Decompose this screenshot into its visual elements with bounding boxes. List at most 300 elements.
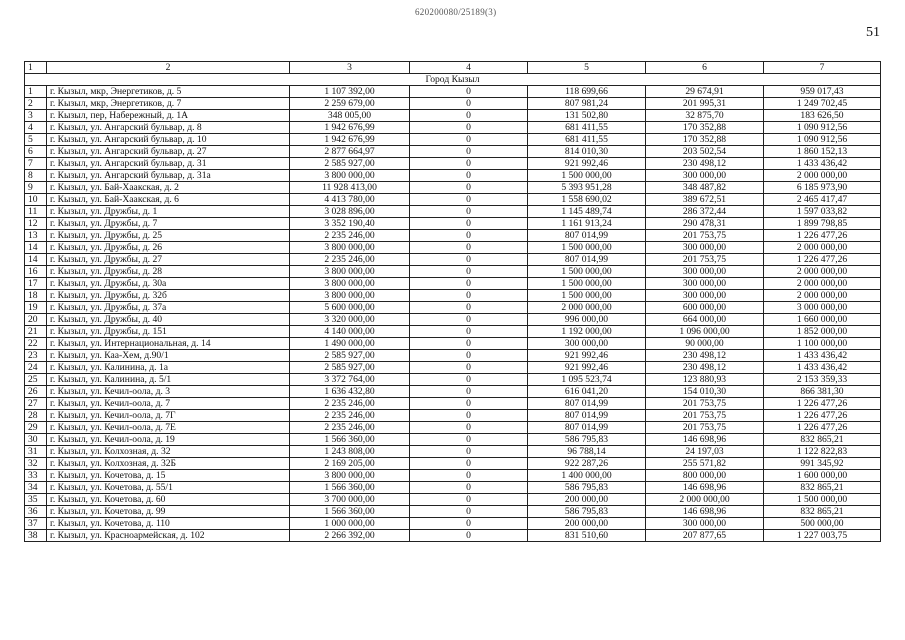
row-number: 14 <box>25 254 47 266</box>
row-number: 20 <box>25 314 47 326</box>
table-row <box>25 350 881 362</box>
column-number-row <box>25 62 881 74</box>
total-cost: 2 259 679,00 <box>290 98 410 110</box>
table-row <box>25 446 881 458</box>
address: г. Кызыл, ул. Колхозная, д. 32 <box>47 446 290 458</box>
address: г. Кызыл, ул. Дружбы, д. 27 <box>47 254 290 266</box>
address: г. Кызыл, ул. Кочетова, д. 55/1 <box>47 482 290 494</box>
column-4-value: 0 <box>410 218 528 230</box>
address: г. Кызыл, ул. Дружбы, д. 28 <box>47 266 290 278</box>
address: г. Кызыл, ул. Дружбы, д. 32б <box>47 290 290 302</box>
total-cost: 2 585 927,00 <box>290 350 410 362</box>
column-7-value: 1 249 702,45 <box>764 98 881 110</box>
table-row <box>25 182 881 194</box>
column-4-value: 0 <box>410 242 528 254</box>
total-cost: 3 372 764,00 <box>290 374 410 386</box>
table-row <box>25 494 881 506</box>
column-4-value: 0 <box>410 374 528 386</box>
total-cost: 2 235 246,00 <box>290 230 410 242</box>
address: г. Кызыл, ул. Дружбы, д. 26 <box>47 242 290 254</box>
column-4-value: 0 <box>410 530 528 542</box>
address: г. Кызыл, ул. Ангарский бульвар, д. 8 <box>47 122 290 134</box>
row-number: 1 <box>25 86 47 98</box>
column-5-value: 1 500 000,00 <box>528 266 646 278</box>
total-cost: 1 490 000,00 <box>290 338 410 350</box>
column-7-value: 1 600 000,00 <box>764 470 881 482</box>
column-5-value: 1 095 523,74 <box>528 374 646 386</box>
column-4-value: 0 <box>410 230 528 242</box>
page-number: 51 <box>866 25 880 40</box>
column-5-value: 807 014,99 <box>528 410 646 422</box>
table-row <box>25 206 881 218</box>
total-cost: 11 928 413,00 <box>290 182 410 194</box>
column-7-value: 3 000 000,00 <box>764 302 881 314</box>
total-cost: 1 000 000,00 <box>290 518 410 530</box>
column-5-value: 814 010,30 <box>528 146 646 158</box>
row-number: 7 <box>25 158 47 170</box>
column-5-value: 200 000,00 <box>528 518 646 530</box>
address: г. Кызыл, ул. Ангарский бульвар, д. 31 <box>47 158 290 170</box>
column-6-value: 600 000,00 <box>646 302 764 314</box>
table-row <box>25 170 881 182</box>
total-cost: 2 585 927,00 <box>290 158 410 170</box>
column-7-value: 1 433 436,42 <box>764 362 881 374</box>
column-6-value: 201 753,75 <box>646 410 764 422</box>
column-5-value: 5 393 951,28 <box>528 182 646 194</box>
address: г. Кызыл, ул. Бай-Хаакская, д. 2 <box>47 182 290 194</box>
row-number: 10 <box>25 194 47 206</box>
table-row <box>25 374 881 386</box>
address: г. Кызыл, ул. Кочетова, д. 110 <box>47 518 290 530</box>
total-cost: 1 566 360,00 <box>290 506 410 518</box>
column-6-value: 146 698,96 <box>646 506 764 518</box>
column-7-value: 1 860 152,13 <box>764 146 881 158</box>
column-5-value: 1 161 913,24 <box>528 218 646 230</box>
column-5-value: 807 014,99 <box>528 230 646 242</box>
column-4-value: 0 <box>410 254 528 266</box>
column-5-value: 831 510,60 <box>528 530 646 542</box>
column-6-value: 290 478,31 <box>646 218 764 230</box>
column-4-value: 0 <box>410 278 528 290</box>
column-7-value: 1 090 912,56 <box>764 122 881 134</box>
table-row <box>25 158 881 170</box>
total-cost: 2 235 246,00 <box>290 398 410 410</box>
column-5-value: 807 014,99 <box>528 422 646 434</box>
column-4-value: 0 <box>410 398 528 410</box>
total-cost: 2 235 246,00 <box>290 422 410 434</box>
total-cost: 2 169 205,00 <box>290 458 410 470</box>
column-6-value: 300 000,00 <box>646 242 764 254</box>
row-number: 14 <box>25 242 47 254</box>
total-cost: 1 566 360,00 <box>290 482 410 494</box>
column-6-value: 348 487,82 <box>646 182 764 194</box>
column-6-value: 800 000,00 <box>646 470 764 482</box>
table-row <box>25 434 881 446</box>
column-6-value: 300 000,00 <box>646 266 764 278</box>
row-number: 9 <box>25 182 47 194</box>
column-7-value: 2 153 359,33 <box>764 374 881 386</box>
address: г. Кызыл, ул. Каа-Хем, д.90/1 <box>47 350 290 362</box>
address: г. Кызыл, ул. Дружбы, д. 7 <box>47 218 290 230</box>
column-7-value: 500 000,00 <box>764 518 881 530</box>
row-number: 34 <box>25 482 47 494</box>
row-number: 36 <box>25 506 47 518</box>
address: г. Кызыл, ул. Кечил-оола, д. 7Г <box>47 410 290 422</box>
address: г. Кызыл, пер, Набережный, д. 1А <box>47 110 290 122</box>
column-7-value: 1 433 436,42 <box>764 158 881 170</box>
table-row <box>25 242 881 254</box>
column-4-value: 0 <box>410 98 528 110</box>
column-4-value: 0 <box>410 206 528 218</box>
address: г. Кызыл, ул. Кочетова, д. 99 <box>47 506 290 518</box>
total-cost: 1 942 676,99 <box>290 134 410 146</box>
row-number: 28 <box>25 410 47 422</box>
column-6-value: 201 753,75 <box>646 398 764 410</box>
total-cost: 2 585 927,00 <box>290 362 410 374</box>
column-5-value: 1 558 690,02 <box>528 194 646 206</box>
address: г. Кызыл, ул. Дружбы, д. 1 <box>47 206 290 218</box>
column-4-value: 0 <box>410 446 528 458</box>
total-cost: 2 266 392,00 <box>290 530 410 542</box>
table-row <box>25 410 881 422</box>
row-number: 3 <box>25 110 47 122</box>
table-row <box>25 470 881 482</box>
address: г. Кызыл, ул. Ангарский бульвар, д. 10 <box>47 134 290 146</box>
row-number: 32 <box>25 458 47 470</box>
row-number: 33 <box>25 470 47 482</box>
address: г. Кызыл, ул. Колхозная, д. 32Б <box>47 458 290 470</box>
table-row <box>25 230 881 242</box>
column-4-value: 0 <box>410 470 528 482</box>
column-6-value: 300 000,00 <box>646 278 764 290</box>
column-5-value: 1 145 489,74 <box>528 206 646 218</box>
column-6-value: 300 000,00 <box>646 290 764 302</box>
table-row <box>25 458 881 470</box>
column-7-value: 991 345,92 <box>764 458 881 470</box>
row-number: 11 <box>25 206 47 218</box>
address: г. Кызыл, ул. Дружбы, д. 151 <box>47 326 290 338</box>
column-4-value: 0 <box>410 434 528 446</box>
total-cost: 3 800 000,00 <box>290 290 410 302</box>
column-number: 7 <box>764 62 881 74</box>
column-6-value: 1 096 000,00 <box>646 326 764 338</box>
column-7-value: 1 433 436,42 <box>764 350 881 362</box>
column-number: 4 <box>410 62 528 74</box>
total-cost: 1 942 676,99 <box>290 122 410 134</box>
row-number: 26 <box>25 386 47 398</box>
column-5-value: 1 400 000,00 <box>528 470 646 482</box>
column-7-value: 1 852 000,00 <box>764 326 881 338</box>
address: г. Кызыл, ул. Дружбы, д. 30а <box>47 278 290 290</box>
column-7-value: 959 017,43 <box>764 86 881 98</box>
total-cost: 3 800 000,00 <box>290 242 410 254</box>
row-number: 5 <box>25 134 47 146</box>
row-number: 17 <box>25 278 47 290</box>
row-number: 37 <box>25 518 47 530</box>
column-7-value: 183 626,50 <box>764 110 881 122</box>
address: г. Кызыл, ул. Дружбы, д. 25 <box>47 230 290 242</box>
column-6-value: 201 753,75 <box>646 422 764 434</box>
column-5-value: 1 500 000,00 <box>528 290 646 302</box>
column-7-value: 6 185 973,90 <box>764 182 881 194</box>
total-cost: 3 800 000,00 <box>290 278 410 290</box>
column-4-value: 0 <box>410 350 528 362</box>
column-5-value: 1 500 000,00 <box>528 278 646 290</box>
column-5-value: 996 000,00 <box>528 314 646 326</box>
column-5-value: 586 795,83 <box>528 482 646 494</box>
column-6-value: 170 352,88 <box>646 122 764 134</box>
table-row <box>25 398 881 410</box>
column-7-value: 2 465 417,47 <box>764 194 881 206</box>
column-7-value: 832 865,21 <box>764 434 881 446</box>
row-number: 12 <box>25 218 47 230</box>
row-number: 30 <box>25 434 47 446</box>
row-number: 4 <box>25 122 47 134</box>
column-6-value: 230 498,12 <box>646 158 764 170</box>
column-4-value: 0 <box>410 338 528 350</box>
column-7-value: 832 865,21 <box>764 482 881 494</box>
row-number: 25 <box>25 374 47 386</box>
address: г. Кызыл, ул. Красноармейская, д. 102 <box>47 530 290 542</box>
column-7-value: 866 381,30 <box>764 386 881 398</box>
column-6-value: 201 753,75 <box>646 230 764 242</box>
row-number: 22 <box>25 338 47 350</box>
total-cost: 3 800 000,00 <box>290 266 410 278</box>
table-row <box>25 122 881 134</box>
column-4-value: 0 <box>410 146 528 158</box>
column-7-value: 1 226 477,26 <box>764 422 881 434</box>
column-6-value: 24 197,03 <box>646 446 764 458</box>
total-cost: 2 235 246,00 <box>290 254 410 266</box>
address: г. Кызыл, ул. Кечил-оола, д. 7Е <box>47 422 290 434</box>
column-4-value: 0 <box>410 170 528 182</box>
row-number: 27 <box>25 398 47 410</box>
table-row <box>25 110 881 122</box>
column-4-value: 0 <box>410 494 528 506</box>
column-5-value: 921 992,46 <box>528 362 646 374</box>
column-5-value: 1 500 000,00 <box>528 170 646 182</box>
row-number: 23 <box>25 350 47 362</box>
column-5-value: 807 014,99 <box>528 254 646 266</box>
address: г. Кызыл, ул. Кечил-оола, д. 19 <box>47 434 290 446</box>
column-6-value: 201 753,75 <box>646 254 764 266</box>
column-4-value: 0 <box>410 518 528 530</box>
table-row <box>25 146 881 158</box>
total-cost: 4 413 780,00 <box>290 194 410 206</box>
table-row <box>25 254 881 266</box>
address: г. Кызыл, ул. Ангарский бульвар, д. 27 <box>47 146 290 158</box>
row-number: 29 <box>25 422 47 434</box>
row-number: 2 <box>25 98 47 110</box>
column-number: 1 <box>25 62 47 74</box>
column-6-value: 230 498,12 <box>646 362 764 374</box>
column-4-value: 0 <box>410 314 528 326</box>
table-row <box>25 506 881 518</box>
column-4-value: 0 <box>410 86 528 98</box>
column-4-value: 0 <box>410 386 528 398</box>
column-7-value: 1 597 033,82 <box>764 206 881 218</box>
column-number: 5 <box>528 62 646 74</box>
column-4-value: 0 <box>410 506 528 518</box>
total-cost: 1 566 360,00 <box>290 434 410 446</box>
address: г. Кызыл, ул. Дружбы, д. 40 <box>47 314 290 326</box>
table-row <box>25 422 881 434</box>
column-6-value: 123 880,93 <box>646 374 764 386</box>
table-row <box>25 218 881 230</box>
row-number: 16 <box>25 266 47 278</box>
column-6-value: 146 698,96 <box>646 482 764 494</box>
row-number: 31 <box>25 446 47 458</box>
column-6-value: 389 672,51 <box>646 194 764 206</box>
address: г. Кызыл, мкр, Энергетиков, д. 5 <box>47 86 290 98</box>
row-number: 8 <box>25 170 47 182</box>
total-cost: 348 005,00 <box>290 110 410 122</box>
table-row <box>25 134 881 146</box>
column-4-value: 0 <box>410 194 528 206</box>
table-row <box>25 278 881 290</box>
column-5-value: 616 041,20 <box>528 386 646 398</box>
column-5-value: 1 500 000,00 <box>528 242 646 254</box>
column-6-value: 154 010,30 <box>646 386 764 398</box>
column-4-value: 0 <box>410 122 528 134</box>
column-4-value: 0 <box>410 458 528 470</box>
column-7-value: 2 000 000,00 <box>764 242 881 254</box>
column-6-value: 201 995,31 <box>646 98 764 110</box>
column-4-value: 0 <box>410 302 528 314</box>
column-4-value: 0 <box>410 110 528 122</box>
table-row <box>25 482 881 494</box>
table-row <box>25 302 881 314</box>
total-cost: 1 243 808,00 <box>290 446 410 458</box>
column-7-value: 1 122 822,83 <box>764 446 881 458</box>
table-row <box>25 338 881 350</box>
column-4-value: 0 <box>410 182 528 194</box>
column-4-value: 0 <box>410 410 528 422</box>
total-cost: 1 636 432,80 <box>290 386 410 398</box>
column-7-value: 2 000 000,00 <box>764 170 881 182</box>
table-row <box>25 266 881 278</box>
address: г. Кызыл, ул. Калинина, д. 1а <box>47 362 290 374</box>
column-5-value: 681 411,55 <box>528 122 646 134</box>
column-6-value: 170 352,88 <box>646 134 764 146</box>
table-row <box>25 194 881 206</box>
total-cost: 3 028 896,00 <box>290 206 410 218</box>
column-5-value: 96 788,14 <box>528 446 646 458</box>
table-row <box>25 518 881 530</box>
column-4-value: 0 <box>410 422 528 434</box>
column-5-value: 922 287,26 <box>528 458 646 470</box>
address: г. Кызыл, ул. Ангарский бульвар, д. 31а <box>47 170 290 182</box>
table-row <box>25 530 881 542</box>
column-4-value: 0 <box>410 158 528 170</box>
column-5-value: 921 992,46 <box>528 158 646 170</box>
address: г. Кызыл, ул. Интернациональная, д. 14 <box>47 338 290 350</box>
column-6-value: 32 875,70 <box>646 110 764 122</box>
row-number: 6 <box>25 146 47 158</box>
column-6-value: 203 502,54 <box>646 146 764 158</box>
column-6-value: 255 571,82 <box>646 458 764 470</box>
city-heading: Город Кызыл <box>25 74 881 86</box>
column-5-value: 300 000,00 <box>528 338 646 350</box>
column-4-value: 0 <box>410 326 528 338</box>
document-code: 620200080/25189(3) <box>415 7 497 17</box>
table-row <box>25 386 881 398</box>
column-number: 2 <box>47 62 290 74</box>
column-6-value: 664 000,00 <box>646 314 764 326</box>
address: г. Кызыл, ул. Кочетова, д. 60 <box>47 494 290 506</box>
row-number: 18 <box>25 290 47 302</box>
column-7-value: 1 226 477,26 <box>764 398 881 410</box>
column-6-value: 146 698,96 <box>646 434 764 446</box>
column-7-value: 2 000 000,00 <box>764 290 881 302</box>
row-number: 13 <box>25 230 47 242</box>
column-number: 6 <box>646 62 764 74</box>
data-table <box>24 61 881 542</box>
column-7-value: 1 090 912,56 <box>764 134 881 146</box>
table-row <box>25 326 881 338</box>
column-4-value: 0 <box>410 362 528 374</box>
total-cost: 5 600 000,00 <box>290 302 410 314</box>
column-6-value: 29 674,91 <box>646 86 764 98</box>
column-6-value: 230 498,12 <box>646 350 764 362</box>
total-cost: 3 320 000,00 <box>290 314 410 326</box>
column-7-value: 2 000 000,00 <box>764 266 881 278</box>
column-7-value: 1 500 000,00 <box>764 494 881 506</box>
column-6-value: 2 000 000,00 <box>646 494 764 506</box>
table-row <box>25 86 881 98</box>
address: г. Кызыл, мкр, Энергетиков, д. 7 <box>47 98 290 110</box>
address: г. Кызыл, ул. Бай-Хаакская, д. 6 <box>47 194 290 206</box>
column-7-value: 1 100 000,00 <box>764 338 881 350</box>
row-number: 19 <box>25 302 47 314</box>
column-number: 3 <box>290 62 410 74</box>
column-7-value: 1 899 798,85 <box>764 218 881 230</box>
address: г. Кызыл, ул. Дружбы, д. 37а <box>47 302 290 314</box>
table-row <box>25 98 881 110</box>
address: г. Кызыл, ул. Кечил-оола, д. 3 <box>47 386 290 398</box>
column-7-value: 1 226 477,26 <box>764 254 881 266</box>
address: г. Кызыл, ул. Кочетова, д. 15 <box>47 470 290 482</box>
column-4-value: 0 <box>410 266 528 278</box>
total-cost: 2 877 664,97 <box>290 146 410 158</box>
table-row <box>25 290 881 302</box>
total-cost: 4 140 000,00 <box>290 326 410 338</box>
column-5-value: 921 992,46 <box>528 350 646 362</box>
column-4-value: 0 <box>410 134 528 146</box>
column-4-value: 0 <box>410 290 528 302</box>
address: г. Кызыл, ул. Кечил-оола, д. 7 <box>47 398 290 410</box>
total-cost: 3 700 000,00 <box>290 494 410 506</box>
column-5-value: 2 000 000,00 <box>528 302 646 314</box>
column-5-value: 807 981,24 <box>528 98 646 110</box>
total-cost: 3 800 000,00 <box>290 470 410 482</box>
row-number: 38 <box>25 530 47 542</box>
address: г. Кызыл, ул. Калинина, д. 5/1 <box>47 374 290 386</box>
column-6-value: 286 372,44 <box>646 206 764 218</box>
table-row <box>25 314 881 326</box>
column-5-value: 1 192 000,00 <box>528 326 646 338</box>
table-row <box>25 362 881 374</box>
column-7-value: 1 226 477,26 <box>764 410 881 422</box>
column-6-value: 300 000,00 <box>646 518 764 530</box>
column-5-value: 586 795,83 <box>528 506 646 518</box>
column-7-value: 2 000 000,00 <box>764 278 881 290</box>
column-5-value: 118 699,66 <box>528 86 646 98</box>
column-6-value: 300 000,00 <box>646 170 764 182</box>
row-number: 24 <box>25 362 47 374</box>
column-5-value: 131 502,80 <box>528 110 646 122</box>
row-number: 35 <box>25 494 47 506</box>
